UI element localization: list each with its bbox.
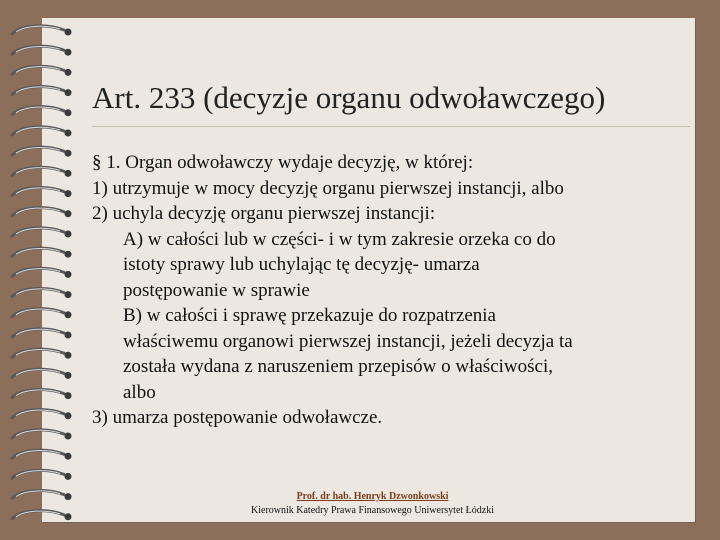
body-line: albo xyxy=(123,381,156,403)
slide-footer xyxy=(240,490,505,518)
spiral-binding-icon xyxy=(8,18,78,522)
body-line: A) w całości lub w części- i w tym zakresie orzeka co do xyxy=(123,228,556,250)
body-line: 1) utrzymuje w mocy decyzję organu pierwszej instancji, albo xyxy=(92,177,564,199)
body-line: 3) umarza postępowanie odwoławcze. xyxy=(92,407,383,428)
author-position: Kierownik Katedry Prawa Finansowego Uniwersytet Łódzki xyxy=(251,505,494,516)
body-line: § 1. Organ odwoławczy wydaje decyzję, w której: xyxy=(92,152,474,173)
slide-body xyxy=(92,150,698,431)
body-line: 2) uchyla decyzję organu pierwszej instancji: xyxy=(92,203,436,224)
author-name: Prof. dr hab. Henryk Dzwonkowski xyxy=(296,491,449,502)
body-line: istoty sprawy lub uchylając tę decyzję- umarza xyxy=(123,254,480,275)
body-line: B) w całości i sprawę przekazuje do rozpatrzenia xyxy=(123,305,496,326)
body-line: została wydana z naruszeniem przepisów o właściwości, xyxy=(123,356,553,377)
title-divider xyxy=(92,126,690,127)
body-line: właściwemu organowi pierwszej instancji, jeżeli decyzja ta xyxy=(123,330,573,352)
slide-title: Art. 233 (decyzje organu odwoławczego) xyxy=(92,80,606,115)
body-line: postępowanie w sprawie xyxy=(123,279,310,301)
